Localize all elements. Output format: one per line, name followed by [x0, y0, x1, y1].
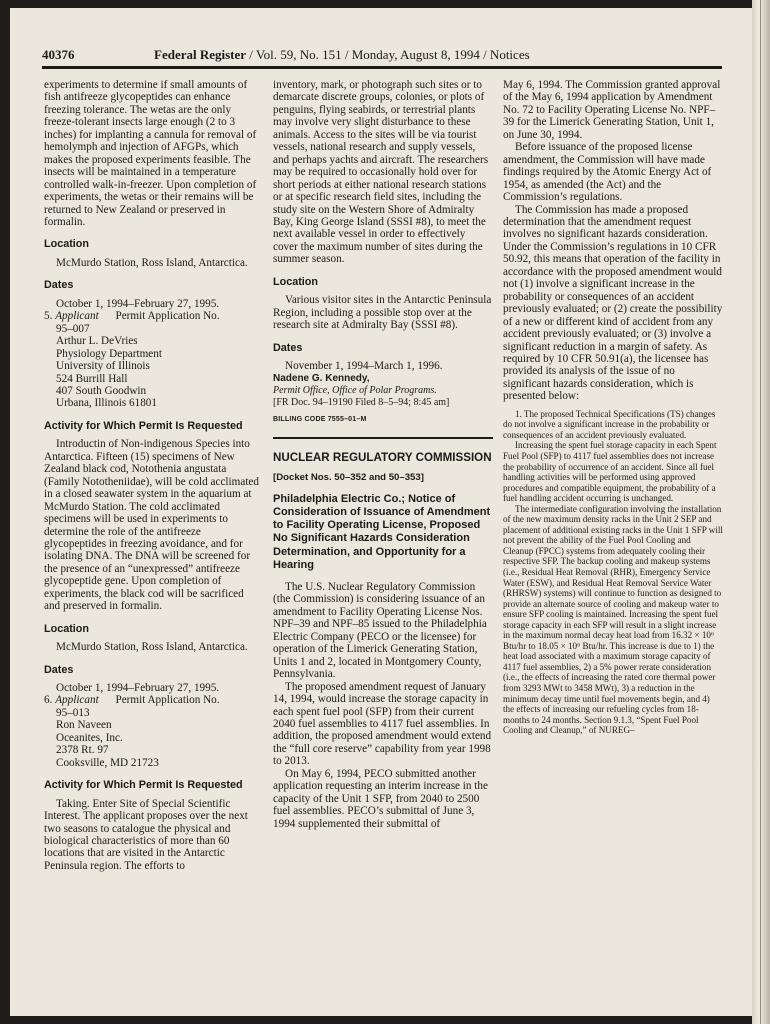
spine-edge [760, 0, 761, 1024]
dates-text: October 1, 1994–February 27, 1995. [56, 682, 220, 695]
location-text: McMurdo Station, Ross Island, Antarctica. [56, 256, 248, 269]
section-heading: Location [44, 622, 89, 635]
section-heading: Location [273, 275, 318, 288]
agency-heading: NUCLEAR REGULATORY COMMISSION [273, 451, 492, 465]
paragraph-continued: experiments to determine if small amounts of fish antifreeze glycopeptides can enhance freezing tolerance. The wetas are the only freeze-tolerant insects large enough (2 to 3 inches) for implanting a cannula for removal of hemolymph and injection of AFGPs, which makes the proposed experiments feasible. The insects will be maintained in a temperature controlled walk-in-freezer. Upon completion of experiments, the wetas or their remains will be returned to New Zealand or preserved in formalin. [44, 79, 257, 228]
body-paragraph: The proposed amendment request of January 14, 1994, would increase the storage capacity in each spent fuel pool (SFP) from their current 2040 fuel assemblies to 4117 fuel assemblies. In addition, the proposed amendment would extend the “full core reserve” capability from year 1998 to 2013. [273, 680, 492, 768]
paragraph-continued: inventory, mark, or photograph such sites or to demarcate discrete groups, colonies, or plots of penguins, flying seabirds, or terrestrial plants may involve very slight disturbance to these animals. Access to the sites will be via tourist vessels, national research and supply vessels, and perhaps yachts and aircraft. The researchers may be required to occasionally hold over for short periods at either national research stations or at specific research field sites, including the study site on the Western Shore of Admiralty Bay, King George Island (SSSI #8), to meet the next available vessel in order to effectively cover the maximum number of sites during the summer season. [273, 79, 489, 266]
section-heading: Activity for Which Permit Is Requested [44, 779, 243, 792]
applicant-address: 95–013 Ron Naveen Oceanites, Inc. 2378 Rt. 97 Cooksville, MD 21723 [56, 706, 159, 769]
header-citation [154, 47, 530, 63]
location-text: Various visitor sites in the Antarctic Peninsula Region, including a possible stop over at the research site at Admiralty Bay (SSSI #8). [273, 294, 492, 332]
book-spine [752, 0, 770, 1024]
paragraph-continued: May 6, 1994. The Commission granted approval of the May 6, 1994 application by Amendment No. 72 to Facility Operating License No. NPF–39 for the Limerick Generating Station, Unit 1, on June 30, 1994. [503, 79, 721, 141]
dates-text: October 1, 1994–February 27, 1995. [56, 297, 220, 310]
applicant-line [44, 310, 262, 322]
header-issue: / Vol. 59, No. 151 / Monday, August 8, 1994 / Notices [246, 47, 530, 62]
analysis-paragraph: The intermediate configuration involving the installation of the new maximum density racks in the Unit 2 SEP and placement of additional existing racks in the Unit 1 SFP will not prevent the ability of the Fuel Pool Cooling and Cleanup (FPCC) systems from adequately cooling their respective SFP. The backup cooling and makeup systems (i.e., Residual Heat Removal (RHR), Emergency Service Water (ESW), and Residual Heat Removal Service Water (RHRSW) systems) will continue to function as designed to provide an alternate source of cooling and makeup water to ensure SFP cooling is maintained. Increasing the spent fuel storage capacity in each SFP will result in a slight increase in the maximum normal decay heat load from 16.32 × 10⁶ Btu/hr to 18.05 × 10⁶ Btu/hr. This increase is due to 1) the heat load associated with a maximum storage capacity of 4117 fuel assemblies, 2) a 5% power rerate consideration (i.e., the effects of increasing the rated core thermal power from 3293 MWt to 3458 MWt), 3) a reduction in the minimum decay time until fuel movements begin, and 4) the effects of increasing our refueling cycles from 18-months to 24 months. Section 9.1.3, “Spent Fuel Pool Cooling and Cleanup,” of NUREG– [503, 503, 723, 736]
body-paragraph: The U.S. Nuclear Regulatory Commission (the Commission) is considering issuance of an amendment to Facility Operating License Nos. NPF–39 and NPF–85 issued to the Philadelphia Electric Company (PECO or the licensee) for operation of the Limerick Generating Station, Units 1 and 2, located in Montgomery County, Pennsylvania. [273, 581, 487, 681]
header-rule [42, 66, 722, 69]
column-3 [503, 79, 723, 736]
section-heading: Activity for Which Permit Is Requested [44, 419, 243, 432]
dates-text: November 1, 1994–March 1, 1996. [285, 360, 443, 373]
signer-name: Nadene G. Kennedy, [273, 372, 370, 384]
location-text: McMurdo Station, Ross Island, Antarctica. [56, 641, 248, 654]
running-header [42, 46, 724, 64]
analysis-paragraph: 1. The proposed Technical Specifications (TS) changes do not involve a significant increase in the probability or consequences of an accident previously evaluated. [503, 408, 716, 440]
permit-label: Permit Application No. [115, 310, 220, 323]
page-number: 40376 [42, 47, 75, 62]
activity-text: Taking. Enter Site of Special Scientific Interest. The applicant proposes over the next two seasons to catalogue the physical and biological characteristics of more than 60 locations that are visited in the Antarctic Peninsula region. The efforts to [44, 797, 248, 872]
document-separator [273, 437, 493, 439]
permit-label: Permit Application No. [115, 694, 220, 707]
applicant-number: 5. [44, 310, 53, 323]
applicant-label: Applicant [55, 694, 99, 707]
section-heading: Dates [44, 279, 74, 292]
section-heading: Dates [273, 341, 303, 354]
body-paragraph: The Commission has made a proposed determination that the amendment request involves no significant hazards consideration. Under the Commission’s regulations in 10 CFR 50.92, this means that operation of the facility in accordance with the proposed amendment would not (1) involve a significant increase in the probability or consequences of an accident previously evaluated; or (2) create the possibility of a new or different kind of accident from any accident previously evaluated; or (3) involve a significant reduction in a margin of safety. As required by 10 CFR 50.91(a), the licensee has provided its analysis of the issue of no significant hazards consideration, which is presented below: [503, 203, 723, 403]
column-2 [273, 79, 493, 830]
section-heading: Location [44, 238, 89, 251]
activity-text: Introductin of Non-indigenous Species into Antarctica. Fifteen (15) specimens of New Zealand black cod, Notothenia angustata (Family Nototheniidae), will be cold acclimated in a closed seawater system in the aquarium at McMurdo Station. The cold acclimated specimens will be used in experiments to determine the role of the antifreeze glycopeptides in freezing avoidance, and for isolating DNA. The DNA will be screened for the presence of an “unexpressed” antifreeze glycopeptide gene. Upon completion of experiments, the black cod will be sacrificed and preserved in formalin. [44, 438, 259, 613]
section-heading: Dates [44, 663, 74, 676]
fr-doc-line: [FR Doc. 94–19190 Filed 8–5–94; 8:45 am] [273, 397, 450, 409]
notice-title: Philadelphia Electric Co.; Notice of Consideration of Issuance of Amendment to Facility Operating License, Proposed No Significant Hazards Consideration Determination, and Opportunity for a Hearing [273, 492, 491, 571]
docket-numbers: [Docket Nos. 50–352 and 50–353] [273, 472, 424, 484]
applicant-address: 95–007 Arthur L. DeVries Physiology Department University of Illinois 524 Burrill Hall 407 South Goodwin Urbana, Illinois 61801 [56, 322, 162, 410]
column-1 [44, 79, 262, 872]
body-paragraph: Before issuance of the proposed license amendment, the Commission will have made findings required by the Atomic Energy Act of 1954, as amended (the Act) and the Commission’s regulations. [503, 141, 712, 204]
body-paragraph: On May 6, 1994, PECO submitted another application requesting an interim increase in the capacity of the Unit 1 SFP, from 2040 to 2500 fuel assemblies. PECO’s submittal of June 3, 1994 supplemented their submittal of [273, 767, 488, 830]
analysis-paragraph: Increasing the spent fuel storage capacity in each Spent Fuel Pool (SFP) to 4117 fuel assemblies does not increase the probability of occurrence of an accident. Since all fuel handling activities will be performed using approved procedures and compatible equipment, the probability of a fuel handling accident occurring is unchanged. [503, 440, 717, 504]
publication-name: Federal Register [154, 47, 247, 62]
applicant-label: Applicant [55, 310, 99, 323]
billing-code: BILLING CODE 7555–01–M [273, 415, 367, 423]
applicant-number: 6. [44, 694, 53, 707]
applicant-line [44, 694, 262, 706]
signer-title: Permit Office, Office of Polar Programs. [273, 384, 437, 396]
